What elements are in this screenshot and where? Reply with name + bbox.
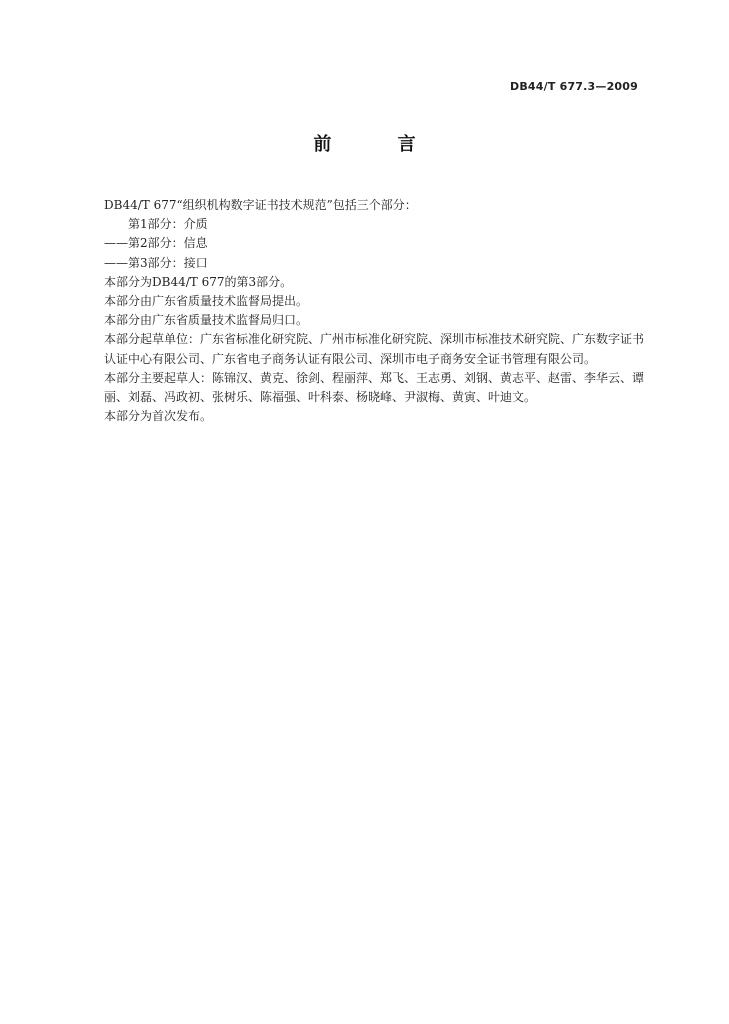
centralized-statement: 本部分由广东省质量技术监督局归口。 (104, 313, 309, 328)
page-title: 前 言 (313, 134, 446, 155)
main-drafters: 本部分主要起草人：陈锦汉、黄克、徐剑、程丽萍、郑飞、王志勇、刘钢、黄志平、赵雷、李华云、谭丽、刘磊、冯政初、张树乐、陈福强、叶科泰、杨晓峰、尹淑梅、黄寅、叶迪文。 (104, 370, 645, 405)
first-release-statement: 本部分为首次发布。 (104, 409, 213, 424)
drafting-units: 本部分起草单位：广东省标准化研究院、广州市标准化研究院、深圳市标准技术研究院、广东数字证书认证中心有限公司、广东省电子商务认证有限公司、深圳市电子商务安全证书管理有限公司。 (104, 332, 645, 366)
part-3-item: ——第3部分：接口 (104, 255, 208, 270)
foreword-body (104, 196, 652, 426)
part-statement: 本部分为DB44/T 677的第3部分。 (104, 274, 293, 289)
part-1-item: 第1部分：介质 (128, 217, 208, 232)
part-2-item: ——第2部分：信息 (104, 236, 208, 251)
intro-paragraph: DB44/T 677“组织机构数字证书技术规范”包括三个部分： (104, 198, 417, 212)
document-number: DB44/T 677.3—2009 (510, 80, 638, 93)
proposer-statement: 本部分由广东省质量技术监督局提出。 (104, 294, 309, 309)
